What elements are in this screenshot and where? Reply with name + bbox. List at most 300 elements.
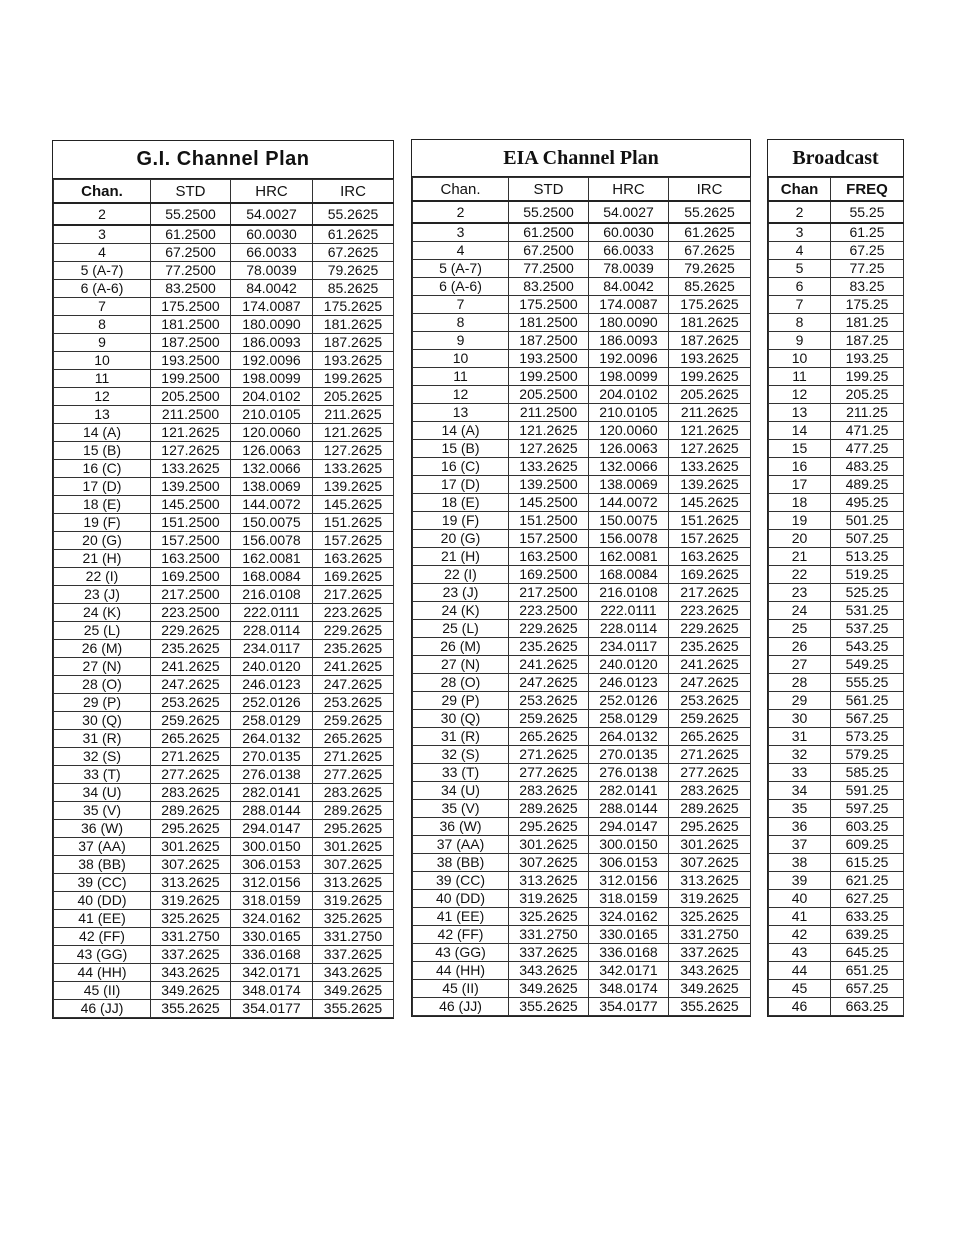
frequency-cell: 223.2625 bbox=[669, 602, 751, 620]
frequency-cell: 657.25 bbox=[831, 980, 904, 998]
frequency-cell: 211.25 bbox=[831, 404, 904, 422]
frequency-cell: 132.0066 bbox=[589, 458, 669, 476]
frequency-cell: 151.2625 bbox=[313, 514, 394, 532]
channel-cell: 4 bbox=[54, 244, 151, 262]
frequency-cell: 169.2500 bbox=[509, 566, 589, 584]
table-row bbox=[413, 710, 751, 728]
frequency-cell: 66.0033 bbox=[589, 242, 669, 260]
channel-cell: 44 bbox=[769, 962, 831, 980]
frequency-cell: 282.0141 bbox=[231, 784, 313, 802]
frequency-cell: 342.0171 bbox=[589, 962, 669, 980]
frequency-cell: 513.25 bbox=[831, 548, 904, 566]
table-row bbox=[413, 980, 751, 998]
channel-cell: 24 bbox=[769, 602, 831, 620]
channel-cell: 12 bbox=[413, 386, 509, 404]
table-row bbox=[413, 944, 751, 962]
channel-cell: 35 (V) bbox=[413, 800, 509, 818]
table-row bbox=[413, 296, 751, 314]
frequency-cell: 157.2625 bbox=[313, 532, 394, 550]
channel-cell: 2 bbox=[413, 201, 509, 223]
frequency-cell: 307.2625 bbox=[669, 854, 751, 872]
channel-cell: 22 bbox=[769, 566, 831, 584]
channel-cell: 45 (II) bbox=[54, 982, 151, 1000]
table-row bbox=[413, 350, 751, 368]
frequency-cell: 561.25 bbox=[831, 692, 904, 710]
frequency-cell: 229.2625 bbox=[509, 620, 589, 638]
frequency-cell: 55.2625 bbox=[669, 201, 751, 223]
channel-cell: 15 bbox=[769, 440, 831, 458]
frequency-cell: 301.2625 bbox=[509, 836, 589, 854]
frequency-cell: 549.25 bbox=[831, 656, 904, 674]
channel-cell: 18 bbox=[769, 494, 831, 512]
frequency-cell: 336.0168 bbox=[589, 944, 669, 962]
channel-cell: 5 bbox=[769, 260, 831, 278]
channel-cell: 16 (C) bbox=[54, 460, 151, 478]
broadcast-col-freq: FREQ bbox=[831, 178, 904, 202]
channel-cell: 13 bbox=[413, 404, 509, 422]
channel-cell: 45 bbox=[769, 980, 831, 998]
table-row bbox=[769, 728, 904, 746]
frequency-cell: 198.0099 bbox=[231, 370, 313, 388]
frequency-cell: 127.2625 bbox=[669, 440, 751, 458]
table-row bbox=[54, 316, 394, 334]
channel-cell: 22 (I) bbox=[413, 566, 509, 584]
channel-cell: 38 bbox=[769, 854, 831, 872]
frequency-cell: 180.0090 bbox=[589, 314, 669, 332]
table-row bbox=[769, 512, 904, 530]
frequency-cell: 288.0144 bbox=[589, 800, 669, 818]
frequency-cell: 483.25 bbox=[831, 458, 904, 476]
gi-table-title: G.I. Channel Plan bbox=[53, 141, 393, 179]
table-row bbox=[769, 458, 904, 476]
channel-cell: 31 bbox=[769, 728, 831, 746]
frequency-cell: 337.2625 bbox=[509, 944, 589, 962]
frequency-cell: 204.0102 bbox=[589, 386, 669, 404]
frequency-cell: 525.25 bbox=[831, 584, 904, 602]
frequency-cell: 210.0105 bbox=[589, 404, 669, 422]
frequency-cell: 313.2625 bbox=[669, 872, 751, 890]
table-row bbox=[769, 223, 904, 242]
table-row bbox=[769, 926, 904, 944]
channel-cell: 23 (J) bbox=[413, 584, 509, 602]
table-row bbox=[413, 548, 751, 566]
table-row bbox=[54, 550, 394, 568]
frequency-cell: 204.0102 bbox=[231, 388, 313, 406]
frequency-cell: 289.2625 bbox=[669, 800, 751, 818]
channel-cell: 37 (AA) bbox=[54, 838, 151, 856]
frequency-cell: 235.2625 bbox=[509, 638, 589, 656]
table-row bbox=[769, 260, 904, 278]
frequency-cell: 355.2625 bbox=[669, 998, 751, 1016]
frequency-cell: 132.0066 bbox=[231, 460, 313, 478]
frequency-cell: 205.2625 bbox=[669, 386, 751, 404]
frequency-cell: 187.2500 bbox=[151, 334, 231, 352]
table-row bbox=[54, 568, 394, 586]
frequency-cell: 168.0084 bbox=[231, 568, 313, 586]
channel-cell: 28 (O) bbox=[54, 676, 151, 694]
channel-cell: 35 bbox=[769, 800, 831, 818]
table-row bbox=[769, 386, 904, 404]
frequency-cell: 337.2625 bbox=[313, 946, 394, 964]
table-row bbox=[54, 298, 394, 316]
channel-cell: 19 (F) bbox=[54, 514, 151, 532]
frequency-cell: 67.2500 bbox=[509, 242, 589, 260]
table-row bbox=[54, 748, 394, 766]
table-row bbox=[54, 388, 394, 406]
channel-cell: 10 bbox=[54, 352, 151, 370]
frequency-cell: 121.2625 bbox=[151, 424, 231, 442]
table-row bbox=[769, 602, 904, 620]
frequency-cell: 121.2625 bbox=[509, 422, 589, 440]
frequency-cell: 276.0138 bbox=[589, 764, 669, 782]
frequency-cell: 85.2625 bbox=[313, 280, 394, 298]
frequency-cell: 283.2625 bbox=[313, 784, 394, 802]
table-row bbox=[413, 620, 751, 638]
frequency-cell: 139.2625 bbox=[669, 476, 751, 494]
channel-cell: 28 bbox=[769, 674, 831, 692]
table-row bbox=[769, 242, 904, 260]
frequency-cell: 84.0042 bbox=[231, 280, 313, 298]
table-row bbox=[54, 225, 394, 244]
frequency-cell: 241.2625 bbox=[509, 656, 589, 674]
frequency-cell: 241.2625 bbox=[313, 658, 394, 676]
frequency-cell: 331.2750 bbox=[509, 926, 589, 944]
channel-cell: 6 bbox=[769, 278, 831, 296]
table-row bbox=[413, 260, 751, 278]
channel-cell: 11 bbox=[413, 368, 509, 386]
frequency-cell: 343.2625 bbox=[669, 962, 751, 980]
channel-cell: 43 bbox=[769, 944, 831, 962]
channel-cell: 31 (R) bbox=[54, 730, 151, 748]
frequency-cell: 325.2625 bbox=[151, 910, 231, 928]
channel-cell: 43 (GG) bbox=[54, 946, 151, 964]
frequency-cell: 537.25 bbox=[831, 620, 904, 638]
channel-cell: 43 (GG) bbox=[413, 944, 509, 962]
table-row bbox=[54, 928, 394, 946]
frequency-cell: 579.25 bbox=[831, 746, 904, 764]
frequency-cell: 277.2625 bbox=[509, 764, 589, 782]
table-row bbox=[54, 910, 394, 928]
frequency-cell: 211.2625 bbox=[669, 404, 751, 422]
frequency-cell: 519.25 bbox=[831, 566, 904, 584]
frequency-cell: 241.2625 bbox=[669, 656, 751, 674]
table-row bbox=[769, 656, 904, 674]
frequency-cell: 507.25 bbox=[831, 530, 904, 548]
frequency-cell: 60.0030 bbox=[589, 223, 669, 242]
frequency-cell: 151.2500 bbox=[509, 512, 589, 530]
frequency-cell: 133.2625 bbox=[669, 458, 751, 476]
broadcast-table bbox=[767, 139, 904, 1017]
table-row bbox=[413, 278, 751, 296]
channel-cell: 4 bbox=[769, 242, 831, 260]
frequency-cell: 61.2625 bbox=[669, 223, 751, 242]
table-row bbox=[54, 203, 394, 225]
frequency-cell: 144.0072 bbox=[231, 496, 313, 514]
table-row bbox=[413, 386, 751, 404]
frequency-cell: 241.2625 bbox=[151, 658, 231, 676]
channel-cell: 18 (E) bbox=[413, 494, 509, 512]
channel-cell: 27 (N) bbox=[54, 658, 151, 676]
frequency-cell: 181.25 bbox=[831, 314, 904, 332]
frequency-cell: 67.2625 bbox=[313, 244, 394, 262]
frequency-cell: 169.2625 bbox=[313, 568, 394, 586]
table-row bbox=[54, 262, 394, 280]
frequency-cell: 609.25 bbox=[831, 836, 904, 854]
table-row bbox=[413, 728, 751, 746]
table-row bbox=[413, 674, 751, 692]
frequency-cell: 235.2625 bbox=[313, 640, 394, 658]
frequency-cell: 211.2500 bbox=[151, 406, 231, 424]
frequency-cell: 277.2625 bbox=[313, 766, 394, 784]
frequency-cell: 157.2500 bbox=[151, 532, 231, 550]
frequency-cell: 294.0147 bbox=[589, 818, 669, 836]
frequency-cell: 313.2625 bbox=[313, 874, 394, 892]
frequency-cell: 55.2625 bbox=[313, 203, 394, 225]
frequency-cell: 193.2500 bbox=[151, 352, 231, 370]
frequency-cell: 193.2500 bbox=[509, 350, 589, 368]
frequency-cell: 223.2625 bbox=[313, 604, 394, 622]
frequency-cell: 139.2500 bbox=[509, 476, 589, 494]
channel-cell: 4 bbox=[413, 242, 509, 260]
eia-col-hrc: HRC bbox=[589, 178, 669, 202]
frequency-cell: 145.2625 bbox=[669, 494, 751, 512]
table-row bbox=[769, 350, 904, 368]
table-row bbox=[54, 694, 394, 712]
channel-cell: 7 bbox=[769, 296, 831, 314]
channel-cell: 9 bbox=[769, 332, 831, 350]
frequency-cell: 156.0078 bbox=[231, 532, 313, 550]
channel-cell: 22 (I) bbox=[54, 568, 151, 586]
frequency-cell: 78.0039 bbox=[589, 260, 669, 278]
channel-cell: 27 (N) bbox=[413, 656, 509, 674]
channel-cell: 24 (K) bbox=[54, 604, 151, 622]
frequency-cell: 139.2625 bbox=[313, 478, 394, 496]
channel-cell: 10 bbox=[769, 350, 831, 368]
channel-cell: 36 (W) bbox=[54, 820, 151, 838]
frequency-cell: 633.25 bbox=[831, 908, 904, 926]
frequency-cell: 289.2625 bbox=[151, 802, 231, 820]
channel-cell: 23 bbox=[769, 584, 831, 602]
frequency-cell: 187.2625 bbox=[669, 332, 751, 350]
channel-cell: 32 (S) bbox=[54, 748, 151, 766]
frequency-cell: 259.2625 bbox=[313, 712, 394, 730]
table-row bbox=[413, 314, 751, 332]
frequency-cell: 567.25 bbox=[831, 710, 904, 728]
frequency-cell: 139.2500 bbox=[151, 478, 231, 496]
table-row bbox=[769, 201, 904, 223]
table-row bbox=[54, 604, 394, 622]
table-row bbox=[54, 838, 394, 856]
frequency-cell: 324.0162 bbox=[589, 908, 669, 926]
channel-cell: 13 bbox=[54, 406, 151, 424]
channel-cell: 31 (R) bbox=[413, 728, 509, 746]
table-row bbox=[769, 422, 904, 440]
frequency-cell: 259.2625 bbox=[669, 710, 751, 728]
table-row bbox=[54, 766, 394, 784]
channel-cell: 21 bbox=[769, 548, 831, 566]
table-row bbox=[413, 908, 751, 926]
frequency-cell: 229.2625 bbox=[313, 622, 394, 640]
channel-cell: 41 (EE) bbox=[54, 910, 151, 928]
channel-cell: 7 bbox=[413, 296, 509, 314]
table-row bbox=[54, 640, 394, 658]
frequency-cell: 277.2625 bbox=[151, 766, 231, 784]
frequency-cell: 276.0138 bbox=[231, 766, 313, 784]
table-row bbox=[769, 476, 904, 494]
frequency-cell: 265.2625 bbox=[313, 730, 394, 748]
frequency-cell: 271.2625 bbox=[313, 748, 394, 766]
frequency-cell: 169.2500 bbox=[151, 568, 231, 586]
frequency-cell: 259.2625 bbox=[151, 712, 231, 730]
frequency-cell: 325.2625 bbox=[313, 910, 394, 928]
frequency-cell: 67.25 bbox=[831, 242, 904, 260]
table-row bbox=[413, 818, 751, 836]
frequency-cell: 265.2625 bbox=[151, 730, 231, 748]
frequency-cell: 235.2625 bbox=[151, 640, 231, 658]
frequency-cell: 283.2625 bbox=[669, 782, 751, 800]
frequency-cell: 319.2625 bbox=[151, 892, 231, 910]
frequency-cell: 252.0126 bbox=[231, 694, 313, 712]
table-row bbox=[413, 746, 751, 764]
frequency-cell: 121.2625 bbox=[313, 424, 394, 442]
frequency-cell: 337.2625 bbox=[151, 946, 231, 964]
eia-channel-plan-table bbox=[411, 139, 751, 1017]
channel-cell: 20 (G) bbox=[54, 532, 151, 550]
frequency-cell: 84.0042 bbox=[589, 278, 669, 296]
channel-cell: 2 bbox=[769, 201, 831, 223]
table-row bbox=[54, 964, 394, 982]
frequency-cell: 615.25 bbox=[831, 854, 904, 872]
broadcast-col-chan: Chan bbox=[769, 178, 831, 202]
channel-cell: 6 (A-6) bbox=[54, 280, 151, 298]
table-row bbox=[769, 800, 904, 818]
channel-cell: 44 (HH) bbox=[413, 962, 509, 980]
table-row bbox=[769, 674, 904, 692]
frequency-cell: 175.2500 bbox=[151, 298, 231, 316]
channel-cell: 44 (HH) bbox=[54, 964, 151, 982]
frequency-cell: 240.0120 bbox=[231, 658, 313, 676]
table-row bbox=[54, 676, 394, 694]
channel-cell: 42 (FF) bbox=[413, 926, 509, 944]
frequency-cell: 349.2625 bbox=[151, 982, 231, 1000]
frequency-cell: 77.2500 bbox=[509, 260, 589, 278]
channel-cell: 17 (D) bbox=[54, 478, 151, 496]
frequency-cell: 271.2625 bbox=[151, 748, 231, 766]
frequency-cell: 54.0027 bbox=[231, 203, 313, 225]
frequency-cell: 603.25 bbox=[831, 818, 904, 836]
frequency-cell: 83.25 bbox=[831, 278, 904, 296]
broadcast-header-row bbox=[769, 178, 904, 202]
channel-cell: 5 (A-7) bbox=[54, 262, 151, 280]
channel-cell: 3 bbox=[54, 225, 151, 244]
table-row bbox=[54, 802, 394, 820]
frequency-cell: 133.2625 bbox=[151, 460, 231, 478]
frequency-cell: 573.25 bbox=[831, 728, 904, 746]
channel-cell: 37 bbox=[769, 836, 831, 854]
channel-cell: 40 bbox=[769, 890, 831, 908]
frequency-cell: 301.2625 bbox=[669, 836, 751, 854]
channel-cell: 19 (F) bbox=[413, 512, 509, 530]
frequency-cell: 337.2625 bbox=[669, 944, 751, 962]
table-row bbox=[769, 548, 904, 566]
frequency-cell: 61.2625 bbox=[313, 225, 394, 244]
table-row bbox=[769, 404, 904, 422]
frequency-cell: 79.2625 bbox=[313, 262, 394, 280]
channel-cell: 26 (M) bbox=[413, 638, 509, 656]
table-row bbox=[54, 370, 394, 388]
gi-header-row bbox=[54, 180, 394, 204]
table-row bbox=[54, 406, 394, 424]
frequency-cell: 343.2625 bbox=[509, 962, 589, 980]
frequency-cell: 175.2625 bbox=[313, 298, 394, 316]
frequency-cell: 318.0159 bbox=[231, 892, 313, 910]
table-row bbox=[54, 874, 394, 892]
frequency-cell: 246.0123 bbox=[589, 674, 669, 692]
frequency-cell: 85.2625 bbox=[669, 278, 751, 296]
frequency-cell: 199.2500 bbox=[509, 368, 589, 386]
frequency-cell: 198.0099 bbox=[589, 368, 669, 386]
channel-cell: 33 (T) bbox=[413, 764, 509, 782]
channel-cell: 3 bbox=[769, 223, 831, 242]
frequency-cell: 324.0162 bbox=[231, 910, 313, 928]
frequency-cell: 186.0093 bbox=[589, 332, 669, 350]
channel-cell: 25 (L) bbox=[54, 622, 151, 640]
frequency-cell: 343.2625 bbox=[151, 964, 231, 982]
frequency-cell: 495.25 bbox=[831, 494, 904, 512]
frequency-cell: 306.0153 bbox=[589, 854, 669, 872]
frequency-cell: 348.0174 bbox=[231, 982, 313, 1000]
channel-cell: 28 (O) bbox=[413, 674, 509, 692]
frequency-cell: 181.2625 bbox=[669, 314, 751, 332]
frequency-cell: 222.0111 bbox=[589, 602, 669, 620]
table-row bbox=[413, 692, 751, 710]
table-row bbox=[413, 926, 751, 944]
channel-cell: 10 bbox=[413, 350, 509, 368]
table-row bbox=[769, 944, 904, 962]
frequency-cell: 175.2500 bbox=[509, 296, 589, 314]
frequency-cell: 354.0177 bbox=[231, 1000, 313, 1018]
frequency-cell: 325.2625 bbox=[509, 908, 589, 926]
channel-cell: 23 (J) bbox=[54, 586, 151, 604]
frequency-cell: 283.2625 bbox=[509, 782, 589, 800]
frequency-cell: 187.25 bbox=[831, 332, 904, 350]
table-row bbox=[769, 440, 904, 458]
table-row bbox=[413, 512, 751, 530]
frequency-cell: 627.25 bbox=[831, 890, 904, 908]
frequency-cell: 489.25 bbox=[831, 476, 904, 494]
frequency-cell: 199.2625 bbox=[313, 370, 394, 388]
channel-cell: 6 (A-6) bbox=[413, 278, 509, 296]
channel-cell: 11 bbox=[769, 368, 831, 386]
channel-cell: 14 (A) bbox=[54, 424, 151, 442]
frequency-cell: 325.2625 bbox=[669, 908, 751, 926]
frequency-cell: 277.2625 bbox=[669, 764, 751, 782]
table-row bbox=[54, 946, 394, 964]
frequency-cell: 301.2625 bbox=[313, 838, 394, 856]
frequency-cell: 307.2625 bbox=[509, 854, 589, 872]
channel-cell: 33 bbox=[769, 764, 831, 782]
frequency-cell: 133.2625 bbox=[313, 460, 394, 478]
frequency-cell: 342.0171 bbox=[231, 964, 313, 982]
channel-cell: 46 (JJ) bbox=[54, 1000, 151, 1018]
channel-cell: 11 bbox=[54, 370, 151, 388]
frequency-cell: 307.2625 bbox=[151, 856, 231, 874]
table-row bbox=[54, 820, 394, 838]
table-row bbox=[769, 872, 904, 890]
frequency-cell: 151.2625 bbox=[669, 512, 751, 530]
frequency-cell: 174.0087 bbox=[589, 296, 669, 314]
channel-cell: 42 bbox=[769, 926, 831, 944]
